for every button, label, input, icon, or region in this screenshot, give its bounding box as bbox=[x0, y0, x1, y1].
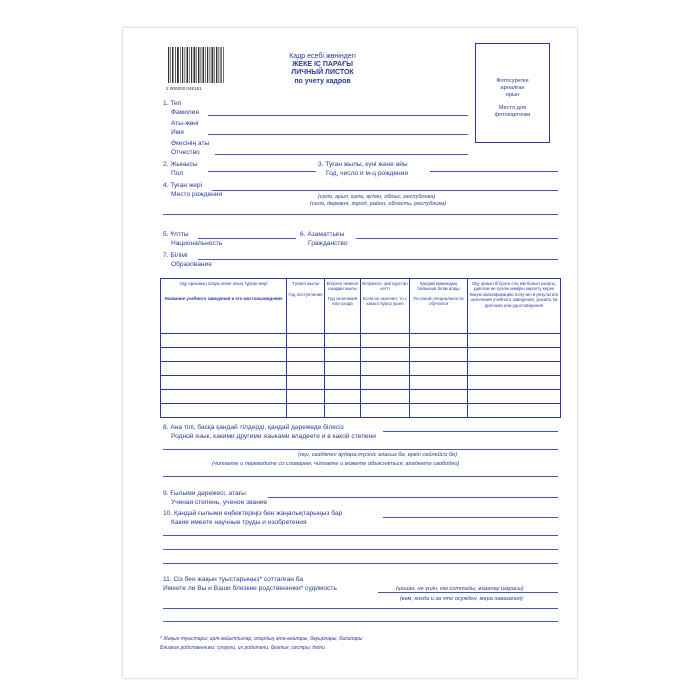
photo-ru-line2: фотокарточки bbox=[494, 112, 531, 118]
field-birthdate-ru: Год, число и м-ц рождения bbox=[326, 170, 408, 177]
convictions-hint-ru: (кем, когда и за что осужден, мера наказания) bbox=[400, 596, 523, 602]
field-surname-ru: Фамилия bbox=[171, 109, 199, 116]
languages-input-line-2[interactable] bbox=[163, 449, 558, 450]
table-row[interactable] bbox=[161, 348, 561, 362]
surname-input-line[interactable] bbox=[208, 115, 468, 116]
works-input-line[interactable] bbox=[383, 517, 558, 518]
field-name-ru: Имя bbox=[171, 129, 184, 136]
birthplace-input-line-2[interactable] bbox=[163, 214, 558, 215]
field-nationality-kz: 5. Ұлтты bbox=[163, 231, 189, 238]
footnote-ru: Близкие родственники: супруги, их родители, братья, сестры, дети bbox=[160, 645, 325, 651]
table-row[interactable] bbox=[161, 362, 561, 376]
languages-hint-ru: (читаете и переводите со словарем, читаете и можете объясняться, владеете свободно) bbox=[212, 461, 460, 467]
name-input-line[interactable] bbox=[208, 134, 468, 135]
works-input-line-3[interactable] bbox=[163, 549, 558, 550]
photo-ru-line1: Место для bbox=[498, 105, 527, 111]
gender-input-line[interactable] bbox=[208, 171, 316, 172]
field-languages-ru: Родной язык, какими другими языками владеете и в какой степени bbox=[171, 433, 376, 440]
birthplace-input-line[interactable] bbox=[212, 190, 558, 191]
field-patronymic-kz: Әкесінің аты bbox=[171, 140, 210, 147]
field-degree-kz: 9. Ғылыми дәрежесі, атағы bbox=[163, 490, 246, 497]
degree-input-line[interactable] bbox=[268, 497, 558, 498]
field-citizenship-ru: Гражданство bbox=[308, 240, 348, 247]
birthplace-hint-kz: (село, ауыл, қала, аудан, облыс, республика) bbox=[318, 194, 436, 200]
col-specialty-kz: Қандай мамандық бойынша білім алды bbox=[417, 281, 460, 292]
form-header bbox=[255, 53, 390, 86]
table-row[interactable] bbox=[161, 334, 561, 348]
education-input-line[interactable] bbox=[198, 259, 558, 260]
photo-kz-line1: Фотосуретке bbox=[496, 78, 529, 84]
field-birthplace-kz: 4. Туған жері bbox=[163, 182, 203, 189]
col-grad-year-ru: Год окончания или ухода bbox=[327, 295, 358, 307]
col-left-course-kz: Бітірмесе, қай курстан кетті bbox=[362, 281, 408, 292]
convictions-input-line-2[interactable] bbox=[163, 608, 558, 609]
nationality-input-line[interactable] bbox=[198, 238, 296, 239]
photo-kz-line3: орын bbox=[505, 92, 520, 98]
col-qualification bbox=[468, 279, 561, 334]
col-specialty bbox=[410, 279, 468, 334]
field-gender-kz: 2. Жынысы bbox=[163, 161, 198, 168]
col-grad-year bbox=[325, 279, 361, 334]
works-input-line-4[interactable] bbox=[163, 563, 558, 564]
education-table bbox=[160, 278, 561, 418]
field-birthdate-kz: 3. Туған жылы, күні және айы bbox=[318, 161, 408, 168]
barcode-number: 2 000000 048161 bbox=[166, 86, 202, 91]
col-entry-year-kz: Түскен жылы bbox=[292, 281, 319, 286]
table-row[interactable] bbox=[161, 404, 561, 418]
table-row[interactable] bbox=[161, 376, 561, 390]
photo-placeholder bbox=[475, 43, 550, 143]
col-institution bbox=[161, 279, 287, 334]
field-languages-kz: 8. Ана тілі, басқа қандай тілдерді, қандай дәрежеде білесіз bbox=[163, 424, 344, 431]
col-qualification-ru: Какую квалификацию получил в результате окончания учебного заведения, указать № диплома или удостоверения bbox=[469, 291, 559, 308]
col-specialty-ru: По какой специальности обучался bbox=[413, 295, 464, 307]
col-entry-year bbox=[287, 279, 325, 334]
field-patronymic-ru: Отчество bbox=[171, 149, 200, 156]
field-convictions-ru: Имеете ли Вы и Ваши близкие родственники* судимость bbox=[163, 585, 337, 592]
field-citizenship-kz: 6. Азаматтығы bbox=[300, 231, 345, 238]
languages-input-line-3[interactable] bbox=[163, 476, 558, 477]
photo-kz-line2: арналған bbox=[500, 85, 525, 91]
header-line1: Кадр есебі жөніндегі bbox=[289, 53, 356, 60]
col-institution-ru: Название учебного заведения и его местонахождение bbox=[164, 296, 283, 302]
birthdate-input-line[interactable] bbox=[430, 171, 558, 172]
field-convictions-kz: 11. Сіз бен жақын туыстарыңыз* сотталған ба bbox=[163, 576, 304, 583]
barcode bbox=[166, 47, 226, 92]
header-line3: ЛИЧНЫЙ ЛИСТОК bbox=[291, 69, 354, 77]
header-line2: ЖЕКЕ ІС ПАРАҒЫ bbox=[292, 61, 353, 69]
languages-hint-kz: (оқи, сөздікпен аудара,түсініс аласыз ба, еркін сөйлейсіз бе) bbox=[298, 452, 458, 458]
col-entry-year-ru: Год поступления bbox=[288, 292, 323, 298]
col-institution-kz: Оқу орнының атауы және оның тұрған жері bbox=[179, 281, 268, 286]
field-nationality-ru: Национальность bbox=[171, 240, 223, 247]
footnote-kz: * Жақын туыстары: ерлі-зайыптылар, олардың ата-аналары, бауырлары, балалары bbox=[160, 636, 363, 642]
table-row[interactable] bbox=[161, 390, 561, 404]
field-works-ru: Какие имеете научные труды и изобретения bbox=[171, 519, 307, 526]
birthplace-hint-ru: (село, деревня, город, район, область, республика) bbox=[310, 201, 447, 207]
col-left-course-ru: Если не окончил, то с какого курса ушел bbox=[362, 295, 408, 307]
col-left-course bbox=[361, 279, 410, 334]
col-grad-year-kz: Бітірген немесе шыққан жылы bbox=[326, 281, 359, 292]
citizenship-input-line[interactable] bbox=[356, 238, 558, 239]
convictions-input-line-3[interactable] bbox=[163, 621, 558, 622]
works-input-line-2[interactable] bbox=[163, 535, 558, 536]
field-education-ru: Образование bbox=[171, 261, 212, 268]
field-education-kz: 7. Білімі bbox=[163, 252, 188, 259]
field-name-kz: Аты-жөні bbox=[171, 120, 199, 127]
field-gender-ru: Пол bbox=[171, 170, 184, 177]
convictions-hint-kz: (қашан, не үшін, кім соттады, жазалау шарасы) bbox=[396, 586, 524, 592]
table-header-row bbox=[161, 279, 561, 334]
field-birthplace-ru: Место рождения bbox=[171, 191, 223, 198]
header-line4: по учету кадров bbox=[294, 77, 351, 85]
col-qualification-kz: Оқу орнын бітірген соң кім болып шықты, диплом не куәлік нөмірін көрсету керек bbox=[472, 281, 556, 292]
patronymic-input-line[interactable] bbox=[215, 154, 468, 155]
languages-input-line[interactable] bbox=[383, 431, 558, 432]
field-surname-kz: 1. Тегі bbox=[163, 100, 182, 107]
field-works-kz: 10. Қандай ғылыми еңбектеріңіз бен жаңалықтарыңыз бар bbox=[163, 510, 343, 517]
field-degree-ru: Ученая степень, ученое звание bbox=[171, 499, 268, 506]
